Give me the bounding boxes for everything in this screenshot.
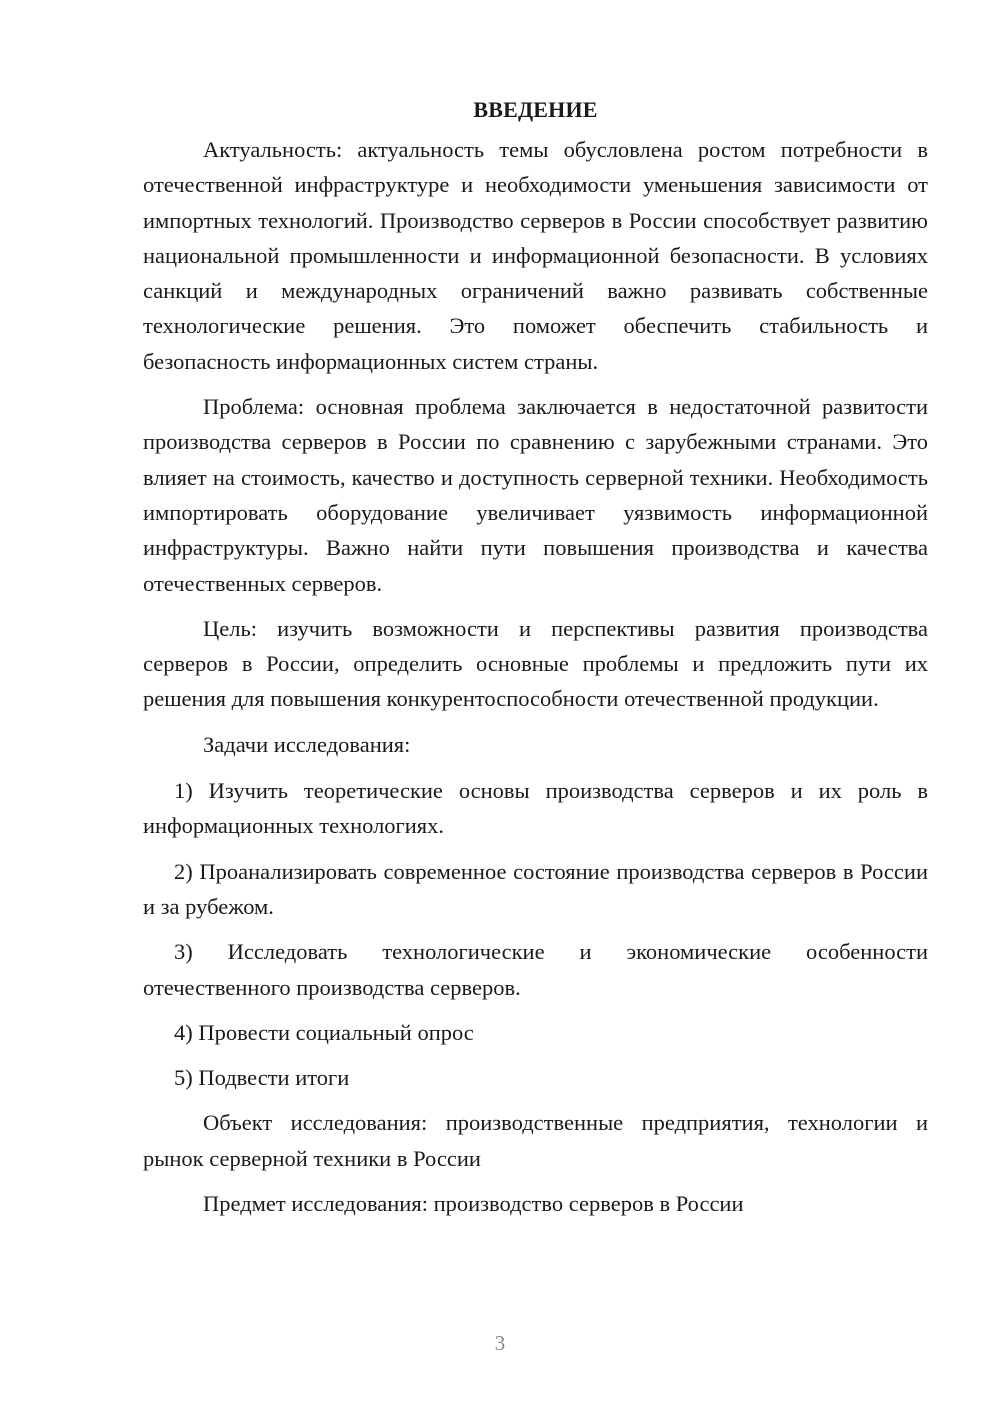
problem-paragraph: Проблема: основная проблема заключается в недостаточной развитости производства серверов в России по сравнению с зарубежными странами. Это влияет на стоимость, качество и доступность серверной техники. Необходимость импортировать оборудование увеличивает уязвимость информационной инфраструктуры. Важно найти пути повышения производства и качества отечественных серверов. xyxy=(143,394,928,596)
subject-paragraph: Предмет исследования: производство серверов в России xyxy=(203,1191,744,1217)
page-title: ВВЕДЕНИЕ xyxy=(473,97,598,122)
tasks-list xyxy=(143,773,928,1095)
task-item-1: 1) Изучить теоретические основы производства серверов и их роль в информационных технологиях. xyxy=(143,778,928,839)
task-item-3: 3) Исследовать технологические и экономические особенности отечественного производства серверов. xyxy=(143,939,928,1000)
task-item-5: 5) Подвести итоги xyxy=(174,1065,350,1091)
task-item-2: 2) Проанализировать современное состояние производства серверов в России и за рубежом. xyxy=(143,858,928,919)
relevance-paragraph: Актуальность: актуальность темы обусловлена ростом потребности в отечественной инфраструктуре и необходимости уменьшения зависимости от импортных технологий. Производство серверов в России способствует развитию национальной промышленности и информационной безопасности. В условиях санкций и международных ограничений важно развивать собственные технологические решения. Это поможет обеспечить стабильность и безопасность информационных систем страны. xyxy=(143,137,928,374)
tasks-heading: Задачи исследования: xyxy=(203,731,411,757)
goal-paragraph: Цель: изучить возможности и перспективы развития производства серверов в России, определить основные проблемы и предложить пути их решения для повышения конкурентоспособности отечественной продукции. xyxy=(143,615,928,712)
task-item-4: 4) Провести социальный опрос xyxy=(174,1019,474,1045)
document-page xyxy=(143,90,928,1231)
page-number: 3 xyxy=(494,1331,506,1355)
object-paragraph: Объект исследования: производственные предприятия, технологии и рынок серверной техники в России xyxy=(143,1110,928,1171)
